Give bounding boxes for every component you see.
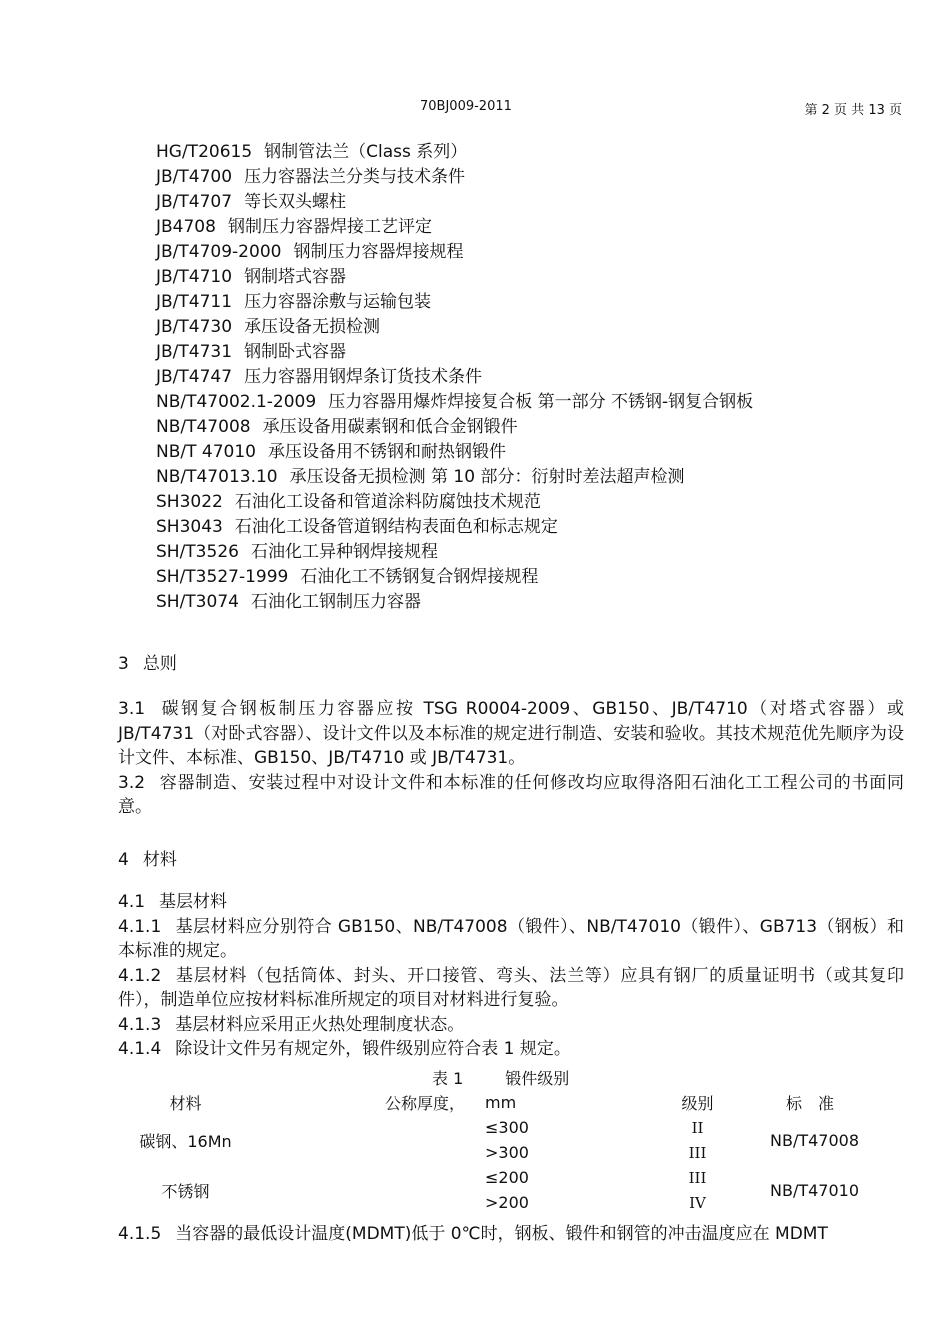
header-grade: 级别 [681, 1094, 714, 1113]
paragraph-number: 4.1.2 [118, 965, 162, 986]
reference-title: 压力容器用钢焊条订货技术条件 [244, 367, 483, 387]
reference-item [156, 315, 753, 340]
reference-item [156, 440, 753, 465]
paragraph-4-1-4 [118, 1037, 904, 1062]
reference-title: 钢制塔式容器 [244, 267, 347, 287]
table-number: 表 1 [432, 1069, 464, 1088]
reference-title: 压力容器涂敷与运输包装 [244, 292, 432, 312]
table-title: 锻件级别 [505, 1069, 570, 1088]
header-page-info: 第 2 页 共 13 页 [804, 103, 902, 118]
reference-title: 石油化工钢制压力容器 [250, 592, 421, 612]
cell-thickness: >200 [485, 1193, 529, 1212]
paragraph-text: 基层材料（包括筒体、封头、开口接管、弯头、法兰等）应具有钢厂的质量证明书（或其复印件），制造单位应按材料标准所规定的项目对材料进行复验。 [118, 965, 904, 1010]
cell-thickness: ≤200 [485, 1168, 529, 1187]
header-doc-code: 70BJ009-2011 [420, 99, 512, 114]
reference-title: 承压设备用不锈钢和耐热钢锻件 [267, 442, 506, 462]
reference-title: 压力容器用爆炸焊接复合板 第一部分 不锈钢-钢复合钢板 [328, 392, 754, 412]
reference-item [156, 390, 753, 415]
paragraph-text: 除设计文件另有规定外，锻件级别应符合表 1 规定。 [175, 1039, 571, 1059]
cell-standard: NB/T47008 [770, 1130, 860, 1150]
paragraph-number: 4.1.1 [118, 916, 162, 937]
cell-thickness: ≤300 [485, 1118, 529, 1137]
reference-title: 等长双头螺柱 [244, 192, 347, 212]
paragraph-number: 4.1.3 [118, 1014, 162, 1035]
section-3-heading [118, 649, 177, 674]
paragraph-text: 碳钢复合钢板制压力容器应按 TSG R0004-2009、GB150、JB/T4710（对塔式容器）或 JB/T4731（对卧式容器）、设计文件以及本标准的规定进行制造、安装和验收。其技术规范优先顺序为设计文件、本标准、GB150、JB/T4710 或 JB/T4731。 [118, 699, 904, 768]
section-3-body [118, 697, 904, 820]
reference-code: SH/T3074 [156, 592, 239, 612]
reference-item [156, 490, 753, 515]
reference-item [156, 290, 753, 315]
reference-code: SH3022 [156, 492, 223, 512]
paragraph-text: 容器制造、安装过程中对设计文件和本标准的任何修改均应取得洛阳石油化工工程公司的书面同意。 [118, 772, 904, 817]
reference-title: 石油化工设备管道钢结构表面色和标志规定 [234, 517, 558, 537]
header-material: 材料 [169, 1094, 202, 1113]
reference-item [156, 565, 753, 590]
reference-code: JB/T4711 [156, 292, 233, 312]
reference-code: JB/T4700 [156, 167, 233, 187]
cell-grade: III [688, 1168, 707, 1187]
reference-item [156, 140, 753, 165]
reference-item [156, 515, 753, 540]
header-thickness: 公称厚度， [384, 1094, 465, 1113]
paragraph-text: 当容器的最低设计温度(MDMT)低于 0℃时，钢板、锻件和钢管的冲击温度应在 MDMT [175, 1224, 828, 1244]
reference-item [156, 215, 753, 240]
section-number: 4 [118, 850, 129, 870]
reference-item [156, 265, 753, 290]
cell-thickness: >300 [485, 1143, 529, 1162]
reference-code: JB/T4747 [156, 367, 233, 387]
reference-item [156, 415, 753, 440]
subsection-4-1-heading [118, 890, 904, 915]
reference-item [156, 465, 753, 490]
paragraph-text: 基层材料 [159, 892, 228, 912]
reference-title: 承压设备无损检测 [244, 317, 381, 337]
reference-item [156, 365, 753, 390]
reference-code: HG/T20615 [156, 142, 253, 162]
reference-code: JB/T4730 [156, 317, 233, 337]
paragraph-number: 3.2 [118, 772, 146, 793]
reference-list [156, 140, 753, 615]
paragraph-4-1-3 [118, 1013, 904, 1038]
reference-title: 钢制卧式容器 [244, 342, 347, 362]
paragraph-text: 基层材料应分别符合 GB150、NB/T47008（锻件）、NB/T47010（锻件）、GB713（钢板）和本标准的规定。 [118, 916, 904, 961]
reference-code: JB/T4707 [156, 192, 233, 212]
section-4-body-continued [118, 1222, 904, 1247]
paragraph-number: 3.1 [118, 699, 146, 719]
reference-code: NB/T47013.10 [156, 467, 278, 487]
section-title: 总则 [142, 654, 177, 674]
section-4-body [118, 890, 904, 1062]
reference-code: SH3043 [156, 517, 223, 537]
reference-code: SH/T3527-1999 [156, 567, 289, 587]
paragraph-3-1 [118, 697, 904, 771]
forging-grade-table [118, 1090, 904, 1215]
cell-grade: II [691, 1118, 704, 1137]
section-title: 材料 [142, 850, 177, 870]
paragraph-3-2 [118, 771, 904, 820]
reference-code: NB/T47008 [156, 417, 251, 437]
reference-code: JB/T4710 [156, 267, 233, 287]
paragraph-number: 4.1.4 [118, 1039, 162, 1059]
reference-title: 钢制管法兰（Class 系列） [264, 142, 468, 162]
reference-code: SH/T3526 [156, 542, 239, 562]
paragraph-text: 基层材料应采用正火热处理制度状态。 [175, 1014, 465, 1035]
paragraph-number: 4.1.5 [118, 1224, 162, 1244]
cell-material: 碳钢、16Mn [139, 1131, 232, 1151]
reference-title: 钢制压力容器焊接规程 [293, 242, 464, 262]
reference-code: NB/T47002.1-2009 [156, 392, 317, 412]
table-row [118, 1165, 904, 1190]
reference-code: JB4708 [156, 217, 216, 237]
cell-grade: III [688, 1143, 707, 1162]
section-number: 3 [118, 654, 129, 674]
header-standard: 标 准 [786, 1094, 835, 1113]
reference-title: 石油化工设备和管道涂料防腐蚀技术规范 [234, 492, 541, 512]
table-row [118, 1115, 904, 1140]
reference-item [156, 540, 753, 565]
paragraph-number: 4.1 [118, 892, 146, 912]
reference-item [156, 240, 753, 265]
table-caption [432, 1066, 569, 1089]
reference-title: 承压设备用碳素钢和低合金钢锻件 [262, 417, 518, 437]
reference-title: 石油化工异种钢焊接规程 [250, 542, 438, 562]
cell-grade: IV [689, 1193, 706, 1212]
reference-title: 承压设备无损检测 第 10 部分：衍射时差法超声检测 [289, 467, 685, 487]
reference-title: 压力容器法兰分类与技术条件 [244, 167, 466, 187]
reference-item [156, 190, 753, 215]
cell-material: 不锈钢 [161, 1181, 210, 1201]
table-header-row [118, 1090, 904, 1115]
section-4-heading [118, 845, 177, 870]
reference-title: 钢制压力容器焊接工艺评定 [227, 217, 432, 237]
paragraph-4-1-5 [118, 1222, 904, 1247]
reference-code: JB/T4709-2000 [156, 242, 282, 262]
cell-standard: NB/T47010 [770, 1180, 860, 1200]
reference-item [156, 340, 753, 365]
reference-item [156, 165, 753, 190]
reference-code: JB/T4731 [156, 342, 233, 362]
paragraph-4-1-1 [118, 915, 904, 964]
reference-code: NB/T 47010 [156, 442, 256, 462]
reference-title: 石油化工不锈钢复合钢焊接规程 [300, 567, 539, 587]
reference-item [156, 590, 753, 615]
paragraph-4-1-2 [118, 964, 904, 1013]
header-unit: mm [485, 1093, 517, 1112]
